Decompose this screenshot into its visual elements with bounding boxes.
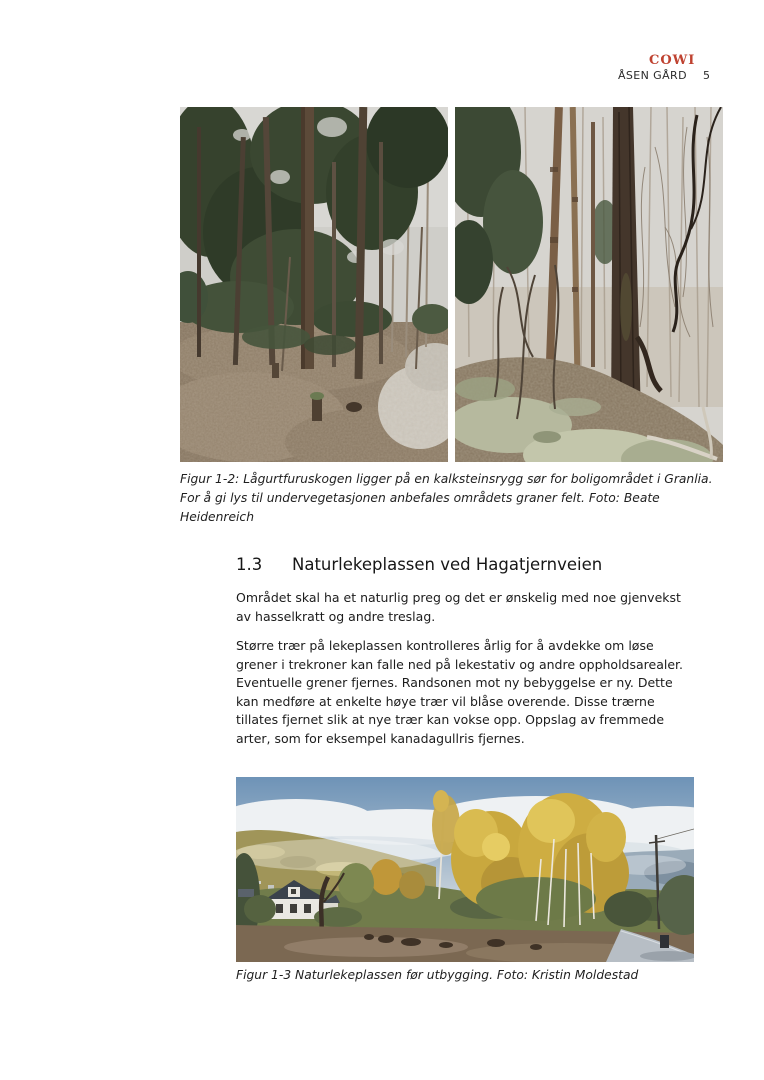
section-heading (236, 555, 716, 574)
cowi-logo: COWI (649, 53, 696, 68)
body-paragraph: Større trær på lekeplassen kontrolleres årlig for å avdekke om løse grener i trekroner kan falle ned på lekestativ og andre oppholdsarealer. Eventuelle grener fjernes. Randsonen mot ny bebyggelse er ny. Dette kan medføre at enkelte høye trær vil blåse overende. Disse trærne tillates fjernet slik at nye trær kan vokse opp. Oppslag av fremmede arter, som for eksempel kanadagullris fjernes. (236, 638, 684, 746)
figure-1-3-photo (236, 777, 694, 962)
section-number: 1.3 (236, 555, 263, 574)
page-number: 5 (703, 69, 710, 82)
project-name: ÅSEN GÅRD (618, 69, 687, 82)
figure-1-2-photo-right (455, 107, 723, 462)
figure-1-2-caption: Figur 1-2: Lågurtfuruskogen ligger på en kalksteinsrygg sør for boligområdet i Granlia. For å gi lys til undervegetasjonen anbefales områdets graner felt. Foto: Beate Heidenreich (180, 472, 713, 524)
figure-1-2-photo-left (180, 107, 448, 462)
section-title: Naturlekeplassen ved Hagatjernveien (292, 555, 603, 574)
figure-1-3-caption: Figur 1-3 Naturlekeplassen før utbygging. Foto: Kristin Moldestad (236, 968, 639, 982)
body-paragraph: Området skal ha et naturlig preg og det er ønskelig med noe gjenvekst av hasselkratt og andre treslag. (236, 590, 681, 624)
